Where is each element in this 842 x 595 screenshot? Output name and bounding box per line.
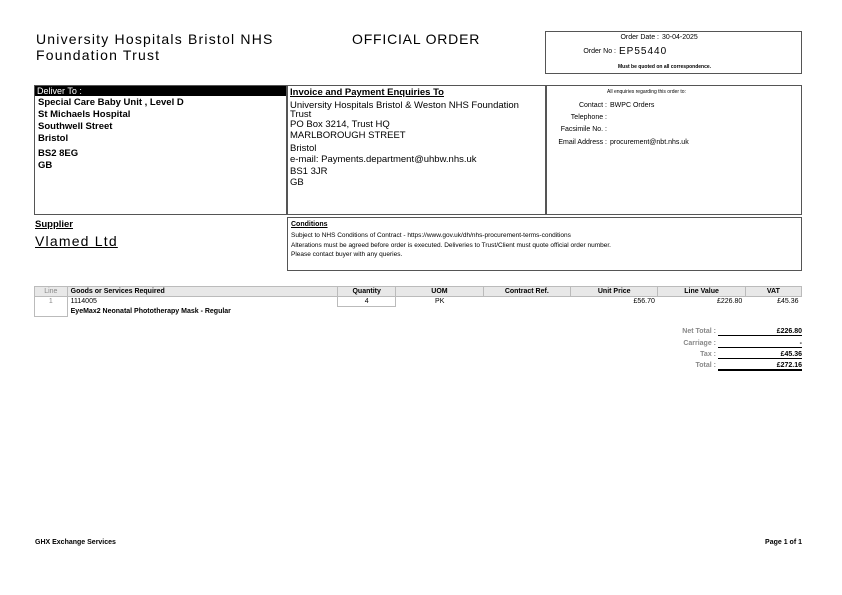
conditions-text bbox=[291, 231, 611, 260]
tax-label: Tax : bbox=[700, 351, 716, 358]
supplier-name: Vlamed Ltd bbox=[35, 233, 118, 249]
invoice-line: Trust bbox=[290, 108, 312, 120]
deliver-line: BS2 8EG bbox=[38, 148, 79, 159]
net-total-value: £226.80 bbox=[718, 328, 802, 336]
organisation-name-line1: University Hospitals Bristol NHS bbox=[36, 31, 274, 47]
order-date-label: Order Date : bbox=[620, 34, 659, 41]
enquiries-email[interactable]: procurement@nbt.nhs.uk bbox=[610, 139, 689, 146]
col-uom: UOM bbox=[396, 287, 483, 297]
order-no-label: Order No : bbox=[583, 48, 616, 55]
conditions-line: Please contact buyer with any queries. bbox=[291, 251, 403, 258]
footer-provider: GHX Exchange Services bbox=[35, 539, 116, 546]
row-quantity: 4 bbox=[338, 297, 396, 307]
invoice-email[interactable]: e-mail: Payments.department@uhbw.nhs.uk bbox=[290, 154, 477, 165]
order-date: 30-04-2025 bbox=[662, 34, 698, 41]
invoice-box bbox=[287, 85, 546, 215]
deliver-to-box bbox=[34, 85, 287, 215]
grand-total-value: £272.16 bbox=[718, 362, 802, 371]
deliver-line: Special Care Baby Unit , Level D bbox=[38, 97, 184, 108]
deliver-line: GB bbox=[38, 160, 53, 171]
deliver-line: St Michaels Hospital bbox=[38, 109, 131, 120]
grand-total-label: Total : bbox=[695, 362, 716, 369]
organisation-name bbox=[36, 31, 274, 63]
invoice-details bbox=[290, 87, 519, 189]
enquiries-heading: All enquiries regarding this order to: bbox=[607, 89, 686, 95]
quote-note: Must be quoted on all correspondence. bbox=[618, 64, 712, 70]
deliver-line: Bristol bbox=[38, 133, 69, 144]
conditions-line: Subject to NHS Conditions of Contract - https://www.gov.uk/dh/nhs-procurement-terms-conditions bbox=[291, 232, 571, 239]
row-line-number: 1 bbox=[35, 297, 68, 317]
invoice-line: Bristol bbox=[290, 142, 317, 154]
tax-value: £45.36 bbox=[718, 351, 802, 359]
row-description: EyeMax2 Neonatal Phototherapy Mask - Regular bbox=[70, 308, 231, 315]
order-lines-table bbox=[34, 286, 802, 317]
conditions-line: Alterations must be agreed before order is executed. Deliveries to Trust/Client must quote official order number. bbox=[291, 241, 611, 249]
row-vat: £45.36 bbox=[777, 298, 799, 306]
row-uom: PK bbox=[435, 298, 445, 306]
document-title: OFFICIAL ORDER bbox=[352, 31, 481, 47]
organisation-name-line2: Foundation Trust bbox=[36, 47, 161, 63]
email-label: Email Address : bbox=[558, 139, 607, 146]
net-total-label: Net Total : bbox=[682, 328, 716, 335]
col-quantity: Quantity bbox=[338, 287, 396, 297]
row-contract-ref bbox=[483, 297, 571, 307]
conditions-box bbox=[287, 217, 802, 271]
invoice-line: University Hospitals Bristol & Weston NHS Foundation bbox=[290, 99, 519, 111]
conditions-heading: Conditions bbox=[291, 221, 328, 228]
deliver-address bbox=[38, 97, 184, 172]
row-line-value: £226.80 bbox=[716, 298, 743, 306]
telephone-label: Telephone : bbox=[570, 114, 607, 121]
invoice-line: BS1 3JR bbox=[290, 165, 328, 177]
invoice-heading: Invoice and Payment Enquiries To bbox=[290, 87, 444, 98]
col-vat: VAT bbox=[745, 287, 801, 297]
carriage-label: Carriage : bbox=[683, 340, 716, 347]
order-meta-box bbox=[545, 31, 802, 74]
col-unit-price: Unit Price bbox=[571, 287, 658, 297]
invoice-line: PO Box 3214, Trust HQ bbox=[290, 118, 390, 130]
table-row-description bbox=[35, 307, 802, 317]
carriage-value: - bbox=[718, 340, 802, 348]
facsimile-label: Facsimile No. : bbox=[560, 126, 607, 133]
contact-label: Contact : bbox=[578, 102, 607, 109]
row-unit-price: £56.70 bbox=[633, 298, 655, 306]
enquiries-box bbox=[546, 85, 802, 215]
deliver-to-heading: Deliver To : bbox=[35, 86, 286, 96]
col-line-value: Line Value bbox=[658, 287, 745, 297]
page-number: Page 1 of 1 bbox=[765, 539, 802, 546]
invoice-line: MARLBOROUGH STREET bbox=[290, 130, 406, 141]
table-row bbox=[35, 297, 802, 307]
col-contract-ref: Contract Ref. bbox=[483, 287, 571, 297]
table-header-row bbox=[35, 287, 802, 297]
invoice-line: GB bbox=[290, 177, 304, 188]
order-number: EP55440 bbox=[619, 46, 668, 57]
supplier-heading: Supplier bbox=[35, 219, 74, 230]
col-line: Line bbox=[35, 287, 68, 297]
col-goods: Goods or Services Required bbox=[67, 287, 337, 297]
deliver-line: Southwell Street bbox=[38, 121, 113, 132]
contact-value: BWPC Orders bbox=[610, 102, 655, 109]
row-code: 1114005 bbox=[70, 298, 97, 306]
